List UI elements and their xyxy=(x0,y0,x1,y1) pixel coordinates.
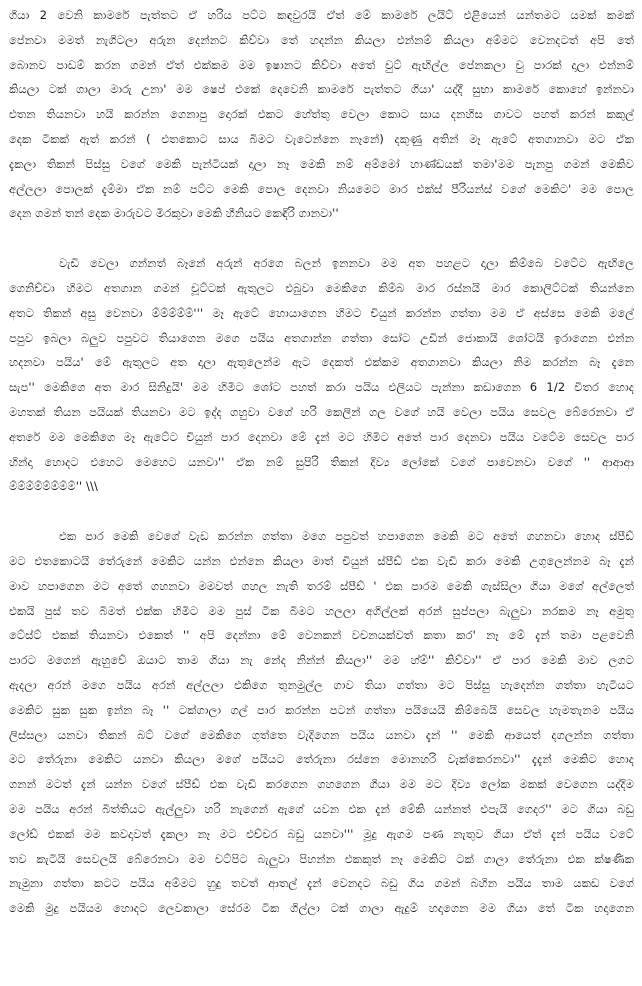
text-line: ගනන් මටත් දැන් යන්න වගේ ස්පීඩ් එක වැඩි කරගෙන ගහගෙන ගියා මම මට දිව්‍ය ලෝක මකක් වෙගෙන යද්දිම xyxy=(9,777,634,792)
text-line: පේනවා මමත් නැගිටලා අරුන දෙන්නට කිව්වා තේ හදන්න කියලා එන්නම් කියලා අම්මට වෙනදටත් අපි තේ xyxy=(9,32,634,47)
text-line: පපුව ඉබලා බලුව පපුවට තියාගෙන මගෙ පයිය අතගාන්න ගත්තා සෝට උඩින් ජොකායි ශෝටයි ඉරාගෙන එන්න xyxy=(9,330,634,345)
text-line: මට එතකොටයි තේරුනේ මෙකිට යන්න එන්නෙ කියලා මාත් චියුන් ස්පීඩ් එක වැඩි කරා මෙකි උගුලෙන්නම බෑ දැන් xyxy=(9,553,634,568)
text-line: එකයි පුස් තව බිමත් එක්ක හිමිට මම පුස් ටික බිමට හලලා අගිල්ලක් අරන් සුප්පලා බැලුවා නරකම නෑ අමුතු xyxy=(9,603,634,618)
text-line: එතන තියනවා හයි කරන්න ගෙනාපු දොරක් එකට හේත්තු වෙලා කොට සාය දනහිස ගාවට පහත් කරන් කකුල් xyxy=(9,107,634,122)
text-line: අතට තිකන් අසු වෙනවා ම්ම්ම්ම්ම්''' මෑ ඇටේ හොයාගෙන හිමට චියුන් කරන්න ගත්තා මම ඒ අස්සෙ මෙකි මලේ xyxy=(9,305,634,320)
text-line: නැමුනා ගත්තා කටට පයිය අම්මට හුදු තවත් ආතල් දැන් වෙනදට බඩු ගිය ගමන් බහින පයිය තාම යකඩ වගේ xyxy=(9,876,634,891)
text-line: වැඩි වෙලා ගන්නත් බෑනේ අරුන් අරගෙ බලන් ඉනනවා මම අත පහළට දාලා කිම්බෙ වටේට ඇඟිලෙ xyxy=(59,256,634,271)
text-line: අල්ලලා පොලක් දැම්මා ඒක නම් පට්ට මෙකි පොල දෙනවා නියමෙට මාර එක්ස් පීරියන්ස් වගේ මෙකිට' මම පොල xyxy=(9,181,634,196)
text-line: හදනවා පයිය' මේ ඇතුලට අත දාලා ඇතුලෙන්ම ඇට දෙකත් එක්කම අතගානවා කියලා නිම කරන්න බෑ දැනෙ xyxy=(9,355,634,370)
text-line: තව කැටියි සෙවලයි බේරෙනවා මම චට්පිට බැලුවා පිහන්න එකකුත් නෑ මෙකිට ටක් ගාලා තේරුනා එක ක්ෂණික xyxy=(9,851,634,866)
text-line: ලෝඩ් එකක් මම කවදාවත් දැකලා නෑ මට එච්චර බඩු යනවා''' මූදු ඇගම පණ නැතුව ගියා ඒත් දැන් පයිය වටේ xyxy=(9,826,634,841)
text-line: දැකලා තිකන් පිස්සු වගේ මෙකි පැන්ටියක් දාලා නෑ මෙකි නම් අම්මෝ හාණ්ඩයක් තමා'මම පැනපු ගමන් මෙකිව xyxy=(9,156,634,171)
text-line: බොනව පාඩම් කරන ගමන් ඒත් එක්කම මම ඉෂානට කිව්වා අතේ චුට් ඇඟිල්ල පේනකලා චු පාරක් දාලා එන්නම් xyxy=(9,57,634,72)
text-line: ගියා 2 වෙනි කාමරේ පැත්තට ඒ හරිය පට්ට කඳවුරයි ඒත් මේ කාමරේ ලයිට් එළියෙන් යන්තමට යමක් කමක් xyxy=(9,8,634,22)
text-line: අතරේ මම මෙකිගෙ මෑ ඇටේට චියුන් පාර දෙනවා මේ දැන් මට හිමිට අතේ පාර දෙනවා පයිය වටේම සෙවල පාර xyxy=(9,429,634,444)
text-line: එක පාර මෙකි වෙගේ වැඩ කරන්න ගත්තා මගෙ පපුවත් හපාගෙන මෙකි මට අතේ ගහනවා හොද ස්පීඩ් xyxy=(59,529,634,544)
text-line: කියලා ටක් ගාලා මාරු උනා' මම ෂෙප් එකේ දෙවෙනි කාමරේ පැත්තට ගියා' යද්දී සුභා කාමරේ කොහේ ඉන්නවා xyxy=(9,82,634,97)
text-line: ලිස්සලා යනවා තිකන් බට් වගේ මෙකිගෙ ගුත්තෙ වැදිගෙන පයිය යනවා දැන් '' මෙකි ආයෙත් දගලන්න ගත්තා xyxy=(9,727,634,742)
text-line: මෙකිට සුක සුක ඉන්න බෑ '' ටක්ගාලා ගල් පාර කරන්න පටන් ගත්තා පයියෙයි කිම්බෙයි සෙවල හැමතැනම පයිය xyxy=(9,702,634,717)
text-line: මාව හපාගෙන මට අතේ ගහනවා මමවත් ගහල නැති තරම් ස්පීඩ් ' එක පාරම මෙකි ගැස්සිලා ගියා මගේ අල්ලෙත් xyxy=(9,578,634,593)
text-line: සැප'' මෙකිගෙ අත මාර සිනිදුයි' මම හිමිට ශෝට පහත් කරා පයිය එලියට පැන්නා කඩාගෙන 6 1/2 විතර හොද xyxy=(9,380,634,395)
text-line: දෙක ටිකක් ඇත් කරන් ( එතකොට සාය බිමට වැටෙන්නෙ නෑනේ) දකුණු අතින් මෑ ඇටේ අතගානවා මට ඒක xyxy=(9,131,634,146)
text-line: ගෙනිච්චා හිමට අතගාන ගමන් චූට්ටක් ඇතුලට එබුවා මෙකිගෙ කිම්බ මාර රස්නයි මාර කොලිට්ටක් තියන්නෙ xyxy=(9,280,634,295)
text-line: ටේස්ට් එකක් තියනවා එකෙත් '' අපි දෙන්නා මේ වෙනකන් වචනයක්වත් කතා කර' නෑ මේ දැන් තමා පළවෙනි xyxy=(9,628,634,643)
paragraph-gap xyxy=(9,226,634,251)
text-line: හින්දා හොදට එහෙට මෙහෙට යනවා'' ඒක නම් සුපිරි තිකන් දිව්‍ය ලෝකේ වගේ පාවෙනවා වගේ '' ආආආ xyxy=(9,454,634,469)
text-line: පාරට මගෙන් ඇහුවේ ඔයාට තාම ගියා නැ නේද නින්න් කියලා'' මම හ්ම්'' කිව්වා'' ඒ පාර මෙකි මාව ලගට xyxy=(9,653,634,668)
paragraph-gap xyxy=(9,499,634,524)
paragraph-1 xyxy=(9,3,634,226)
paragraph-3 xyxy=(9,524,634,921)
text-line: මට තේරුනා මෙකිට යනවා කියලා මගේ පයියට තේරුනා රස්නෙ මොනහරි වැක්කෙරනවා'' දැදැන් මෙකිට හොද xyxy=(9,752,634,767)
paragraph-2 xyxy=(9,251,634,499)
text-line: ඇදලා අරන් මගෙ පයිය අරන් අල්ලලා එකිගෙ තුනමුල්ල ගාව තියා ගත්තා මට පිස්සු හැදෙන්න ගත්තා හැටියට xyxy=(9,677,634,692)
text-line: මම පයිය අරන් බිත්තියට ඇල්ලුවා හරි නැගෙන් ඇගේ යවන එක දැන් මේකි යන්නත් එපැයි ගෙදර'' මට ගියා බඩු xyxy=(9,801,634,816)
text-line: දෙන ගමන් තන් දෙක මාරුවට මිරකුවා මෙකි හීනියට කෙඳිරි ගානවා'' xyxy=(9,206,339,221)
text-line: මෙකි මුදු පයියම හොදට ලෙවකාලා සේරම ටික ගිල්ලා ටක් ගාලා ඇදුම් හදාගෙන මම ගියා තේ ටික හදාගෙන xyxy=(9,901,634,916)
text-line: මහතක් තියන පයියක් තියනවා මට ඉද්ද ගහුවා වගේ හරි කෙලින් ගල වගේ හයි වෙලා පයිය සෙවල බේරෙනවා ඒ xyxy=(9,404,634,419)
text-line: ම්ම්ම්ම්ම්ම්ම්ම්'' \\\ xyxy=(9,479,99,494)
